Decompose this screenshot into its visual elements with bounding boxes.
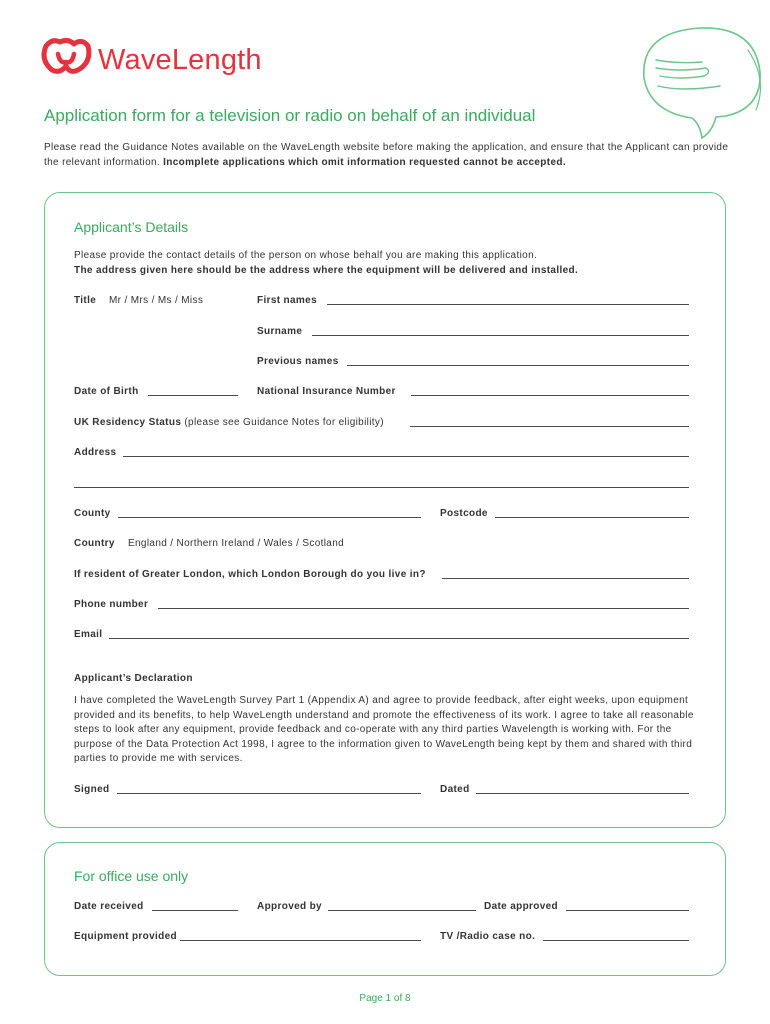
brand-name: WaveLength bbox=[98, 44, 262, 76]
residency-status-text: UK Residency Status bbox=[74, 417, 182, 428]
phone-label: Phone number bbox=[74, 599, 149, 610]
office-use-section bbox=[44, 842, 726, 976]
date-approved-field[interactable] bbox=[566, 910, 689, 911]
postcode-label: Postcode bbox=[440, 508, 488, 519]
declaration-heading: Applicant’s Declaration bbox=[74, 673, 193, 684]
date-of-birth-label: Date of Birth bbox=[74, 386, 139, 397]
dated-label: Dated bbox=[440, 784, 470, 795]
intro-text-bold: Incomplete applications which omit information requested cannot be accepted. bbox=[163, 157, 566, 168]
county-label: County bbox=[74, 508, 111, 519]
intro-text bbox=[44, 140, 734, 170]
page-number: Page 1 of 8 bbox=[359, 993, 411, 1004]
signed-label: Signed bbox=[74, 784, 110, 795]
date-received-label: Date received bbox=[74, 901, 144, 912]
intro-text-normal: Please read the Guidance Notes available on the WaveLength website before making the application, and ensure that the Applicant can provide the relevant information. bbox=[44, 142, 729, 168]
case-number-field[interactable] bbox=[543, 940, 689, 941]
residency-status-label bbox=[74, 417, 384, 428]
previous-names-label: Previous names bbox=[257, 356, 339, 367]
title-label: Title bbox=[74, 295, 97, 306]
address-field-line-2[interactable] bbox=[74, 487, 689, 488]
office-use-heading: For office use only bbox=[74, 868, 189, 884]
date-of-birth-field[interactable] bbox=[148, 395, 238, 396]
applicant-instructions-bold: The address given here should be the address where the equipment will be delivered and installed. bbox=[74, 265, 579, 276]
surname-label: Surname bbox=[257, 326, 303, 337]
equipment-provided-field[interactable] bbox=[180, 940, 421, 941]
country-label: Country bbox=[74, 538, 115, 549]
ni-number-field[interactable] bbox=[411, 395, 689, 396]
speech-bubble-decoration bbox=[630, 20, 770, 150]
email-field[interactable] bbox=[109, 638, 689, 639]
equipment-provided-label: Equipment provided bbox=[74, 931, 177, 942]
london-borough-field[interactable] bbox=[442, 578, 689, 579]
speech-bubble-icon bbox=[630, 20, 770, 145]
case-number-label: TV /Radio case no. bbox=[440, 931, 536, 942]
surname-field[interactable] bbox=[312, 335, 689, 336]
phone-field[interactable] bbox=[158, 608, 689, 609]
date-approved-label: Date approved bbox=[484, 901, 559, 912]
address-label: Address bbox=[74, 447, 117, 458]
applicant-instructions: Please provide the contact details of the person on whose behalf you are making this application. bbox=[74, 250, 538, 261]
ni-number-label: National Insurance Number bbox=[257, 386, 396, 397]
first-names-label: First names bbox=[257, 295, 317, 306]
page-title: Application form for a television or radio on behalf of an individual bbox=[44, 106, 536, 125]
logo bbox=[38, 36, 98, 76]
country-options[interactable]: England / Northern Ireland / Wales / Scotland bbox=[128, 538, 345, 549]
london-borough-label: If resident of Greater London, which London Borough do you live in? bbox=[74, 569, 426, 580]
approved-by-field[interactable] bbox=[328, 910, 476, 911]
wavelength-logo-icon bbox=[38, 36, 98, 76]
previous-names-field[interactable] bbox=[347, 365, 689, 366]
address-field-line-1[interactable] bbox=[123, 456, 689, 457]
declaration-text: I have completed the WaveLength Survey Part 1 (Appendix A) and agree to provide feedback, after eight weeks, upon equipment provided and its benefits, to help WaveLength understand and promote the effectiveness of its work. I agree to take all reasonable steps to look after any equipment, provide feedback and co-operate with any third parties Wavelength is working with. For the purpose of the Data Protection Act 1998, I agree to the information given to WaveLength being kept by them and shared with third parties to provide me with services. bbox=[74, 695, 694, 765]
first-names-field[interactable] bbox=[327, 304, 689, 305]
title-options[interactable]: Mr / Mrs / Ms / Miss bbox=[109, 295, 204, 306]
residency-status-field[interactable] bbox=[410, 426, 689, 427]
dated-field[interactable] bbox=[476, 793, 689, 794]
postcode-field[interactable] bbox=[495, 517, 689, 518]
applicant-details-heading: Applicant’s Details bbox=[74, 219, 189, 235]
residency-note: (please see Guidance Notes for eligibility) bbox=[181, 417, 384, 428]
email-label: Email bbox=[74, 629, 103, 640]
signed-field[interactable] bbox=[117, 793, 421, 794]
date-received-field[interactable] bbox=[152, 910, 238, 911]
approved-by-label: Approved by bbox=[257, 901, 322, 912]
county-field[interactable] bbox=[118, 517, 421, 518]
